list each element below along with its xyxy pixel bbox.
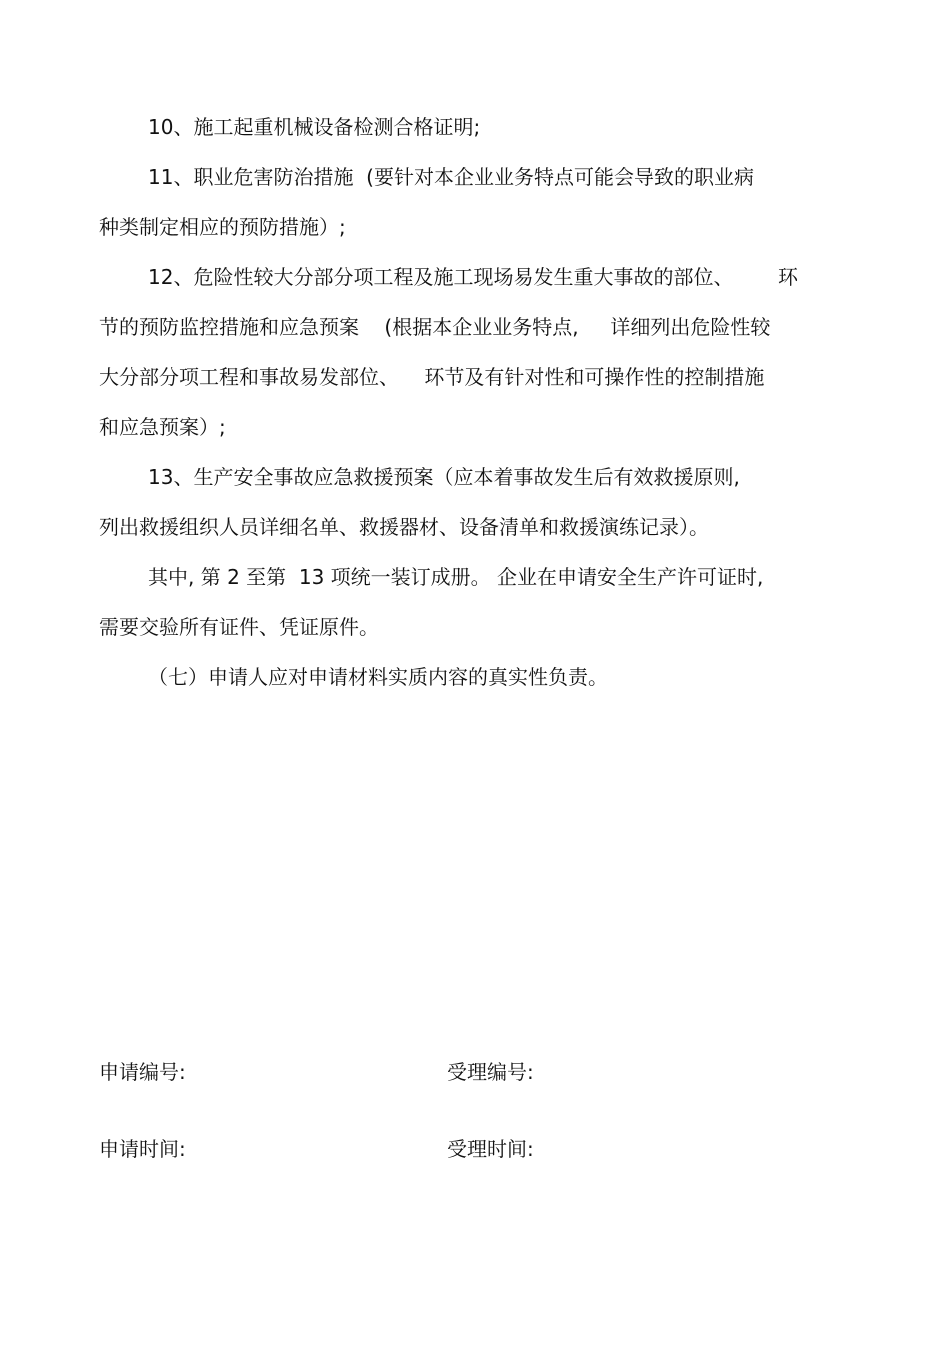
acceptance-time-label: 受理时间:: [447, 1137, 534, 1161]
acceptance-number-label: 受理编号:: [447, 1060, 534, 1084]
application-number-label: 申请编号:: [99, 1060, 186, 1084]
item-12-line-2: 节的预防监控措施和应急预案 (根据本企业业务特点, 详细列出危险性较: [99, 315, 771, 339]
item-12-line-4: 和应急预案）;: [99, 415, 226, 439]
section-7-statement: （七）申请人应对申请材料实质内容的真实性负责。: [148, 665, 608, 689]
binding-note-line-1: 其中, 第 2 至第 13 项统一装订成册。 企业在申请安全生产许可证时,: [148, 565, 764, 589]
item-13-line-2: 列出救援组织人员详细名单、救援器材、设备清单和救援演练记录）。: [99, 515, 709, 539]
item-11-line-1: 11、职业危害防治措施 (要针对本企业业务特点可能会导致的职业病: [148, 165, 754, 189]
item-12-line-3: 大分部分项工程和事故易发部位、 环节及有针对性和可操作性的控制措施: [99, 365, 765, 389]
application-time-label: 申请时间:: [99, 1137, 186, 1161]
item-12-line-1: 12、危险性较大分部分项工程及施工现场易发生重大事故的部位、 环: [148, 265, 798, 289]
item-13-line-1: 13、生产安全事故应急救援预案（应本着事故发生后有效救援原则,: [148, 465, 740, 489]
item-11-line-2: 种类制定相应的预防措施）;: [99, 215, 346, 239]
binding-note-line-2: 需要交验所有证件、凭证原件。: [99, 615, 379, 639]
item-10: 10、施工起重机械设备检测合格证明;: [148, 115, 481, 139]
